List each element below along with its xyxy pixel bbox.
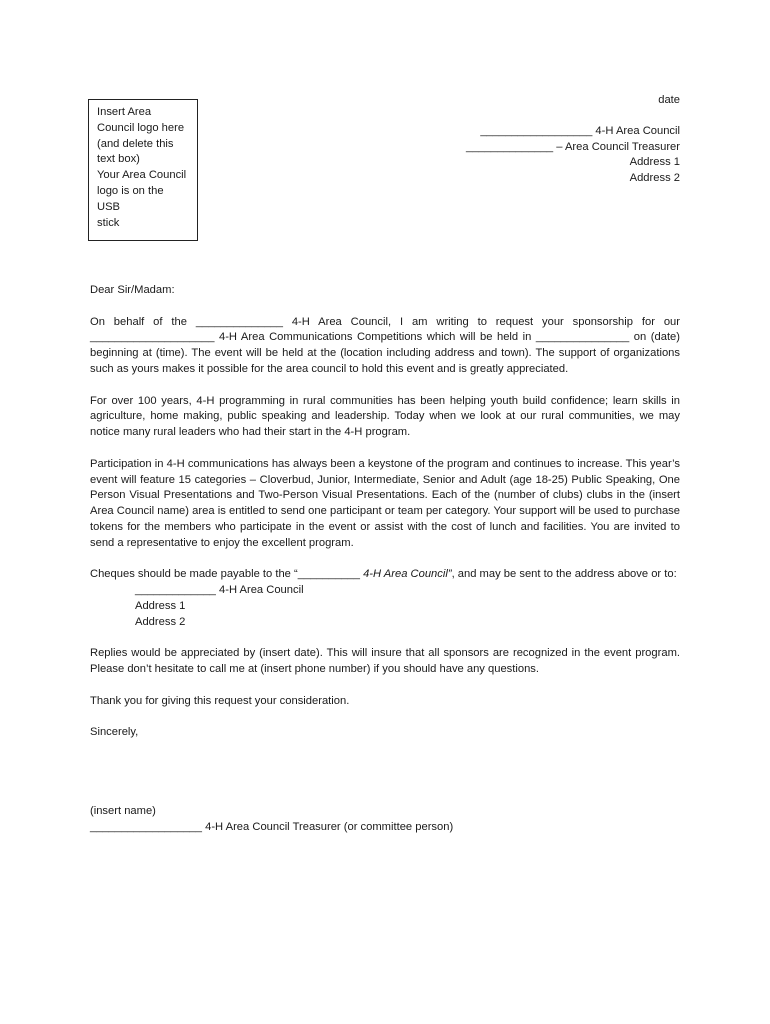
mailing-address-line: Address 2 [135, 615, 186, 628]
cheques-payee: 4-H Area Council” [363, 568, 452, 581]
signer-name: (insert name) [90, 805, 156, 818]
paragraph-thanks: Thank you for giving this request your consideration. [90, 694, 350, 707]
sender-address-2: Address 2 [629, 172, 680, 185]
cheques-text-post: , and may be sent to the address above or to: [451, 568, 677, 581]
paragraph-participation: Participation in 4-H communications has always been a keystone of the program and continues to increase. This year’s event will feature 15 categories – Cloverbud, Junior, Intermediate, Senior and Adult (age 18-25) Public Speaking, One Person Visual Presentations and Two-Person Visual Presentations. Each of the (number of clubs) clubs in the (insert Area Council name) area is entitled to send one participant or team per category. Your support will be used to purchase tokens for the members who participate in the event or assist with the cost of lunch and facilities. You are invited to send a representative to enjoy the excellent program. [90, 457, 680, 549]
signer-title: __________________ 4-H Area Council Treasurer (or committee person) [90, 820, 454, 833]
paragraph-cheques [90, 567, 680, 583]
sender-address-1: Address 1 [629, 156, 680, 169]
sender-header [466, 93, 680, 187]
logo-placeholder-textbox[interactable] [88, 99, 198, 241]
logo-box-line: (and delete this [97, 137, 174, 150]
letter-body [90, 283, 680, 836]
paragraph-request: On behalf of the ______________ 4-H Area Council, I am writing to request your sponsorship for our ____________________ 4-H Area Communications Competitions which will be held in _______________ on (date) beginning at (time). The event will be held at the (location including address and town). The support of organizations such as yours makes it possible for the area council to hold this event and is greatly appreciated. [90, 315, 680, 375]
mailing-address-line: _____________ 4-H Area Council [135, 584, 304, 597]
paragraph-replies: Replies would be appreciated by (insert date). This will insure that all sponsors are recognized in the event program. Please don’t hesitate to call me at (insert phone number) if you should have any questions. [90, 647, 680, 676]
salutation: Dear Sir/Madam: [90, 284, 175, 296]
closing: Sincerely, [90, 726, 139, 739]
logo-box-line: Council logo here [97, 121, 185, 134]
letter-date: date [658, 94, 680, 106]
paragraph-history: For over 100 years, 4-H programming in rural communities has been helping youth build confidence; learn skills in agriculture, home making, public speaking and leadership. Today when we look at our rural communities, we may notice many rural leaders who had their start in the 4-H program. [90, 394, 680, 439]
logo-box-line: stick [97, 216, 120, 229]
logo-box-line: Insert Area [97, 106, 152, 118]
mailing-address-line: Address 1 [135, 599, 186, 612]
logo-box-line: logo is on the USB [97, 184, 164, 213]
mailing-address [135, 583, 680, 630]
logo-box-line: Your Area Council [97, 169, 187, 182]
sender-council-line: __________________ 4-H Area Council [480, 124, 680, 137]
logo-box-line: text box) [97, 153, 140, 166]
sender-treasurer-line: ______________ – Area Council Treasurer [466, 140, 680, 153]
cheques-text-pre: Cheques should be made payable to the “__________ [90, 568, 364, 581]
